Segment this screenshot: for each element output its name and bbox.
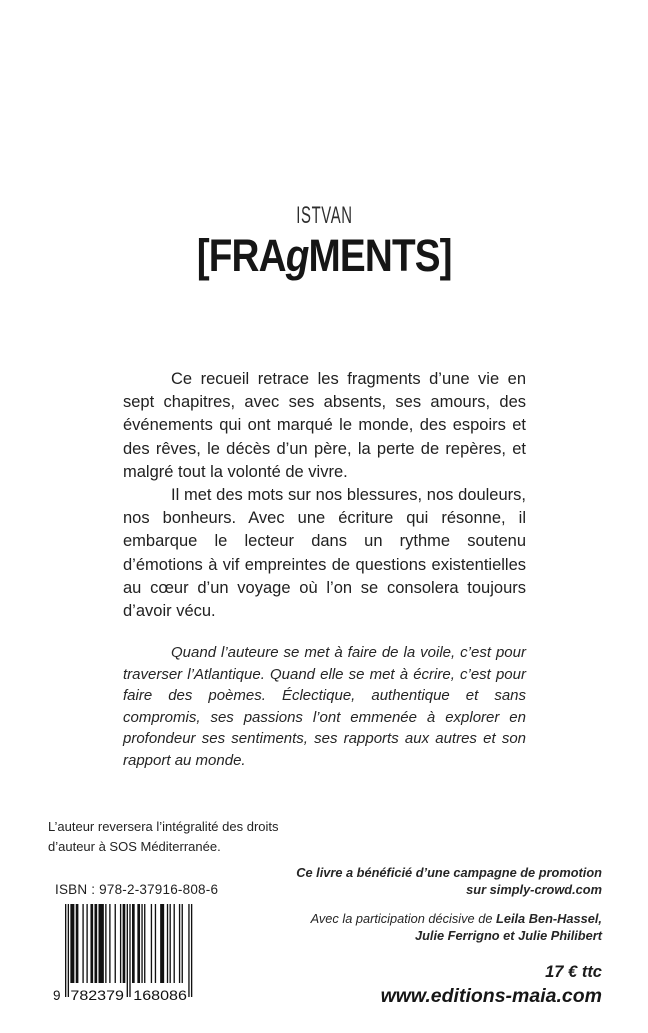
title-part-post: MENTS] [308,230,452,281]
synopsis-block [123,368,526,771]
book-title-text [197,231,452,281]
rights-donation-note [48,817,279,856]
title-part-g: g [285,230,309,281]
rights-note-line-1: L’auteur reversera l’intégralité des droits [48,819,279,834]
author-bio-paragraph: Quand l’auteure se met à faire de la voile, c’est pour traverser l’Atlantique. Quand elle se met à écrire, c’est pour faire des poèmes. Éclectique, authentique et sans compromis, ses passions l’ont emmenée à explorer en profondeur ses sentiments, ses rapports aux autres et son rapport au monde. [123,644,526,769]
author-name-text: ISTVAN [295,202,353,229]
synopsis-paragraph-2: Il met des mots sur nos blessures, nos douleurs, nos bonheurs. Avec une écriture qui résonne, il embarque le lecteur dans un rythme soutenu d’émotions à vif empreintes de questions existentielles au cœur d’un voyage où l’on se consolera toujours d’avoir vécu. [123,486,526,621]
ean13-barcode [52,904,197,1004]
book-title [0,231,648,281]
svg-text:9: 9 [53,988,61,1003]
rights-note-line-2: d’auteur à SOS Méditerranée. [48,838,221,854]
isbn-label: ISBN : 978-2-37916-808-6 [55,882,219,897]
promo-campaign [272,865,602,898]
publisher-website: www.editions-maia.com [380,985,602,1007]
author-name [0,202,648,230]
barcode-svg [52,904,197,1003]
title-part-pre: [FRA [196,230,286,281]
synopsis-paragraph-1: Ce recueil retrace les fragments d’une vie en sept chapitres, avec ses absents, ses amours, des événements qui ont marqué le monde, des espoirs et des rêves, le décès d’un père, la perte de repères, et malgré tout la volonté de vivre. [123,370,526,481]
promo-participation-line-1 [272,911,602,928]
participation-names-2: Julie Ferrigno et Julie Philibert [414,927,602,943]
participation-names-1: Leila Ben-Hassel, [496,911,602,926]
promo-participation [272,911,602,944]
svg-text:168086: 168086 [133,988,187,1003]
price-label: 17 € ttc [545,963,602,981]
promo-campaign-line-1: Ce livre a bénéficié d’une campagne de promotion [296,865,602,880]
participation-prefix: Avec la participation décisive de [310,911,497,926]
promo-block [272,865,602,944]
svg-text:782379: 782379 [70,988,124,1003]
promo-campaign-line-2: sur simply-crowd.com [466,881,602,897]
